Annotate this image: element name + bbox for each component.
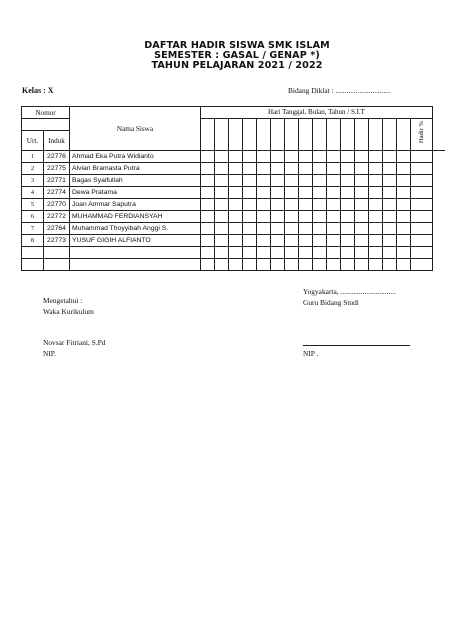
row-spacer (433, 223, 445, 235)
attendance-cell (257, 175, 271, 187)
attendance-cell (355, 211, 369, 223)
attendance-cell (243, 223, 257, 235)
attendance-cell (285, 151, 299, 163)
attendance-cell (341, 151, 355, 163)
cell-urt: 5 (22, 199, 44, 211)
attendance-cell (341, 211, 355, 223)
attendance-cell (243, 163, 257, 175)
cell-nama (70, 247, 201, 259)
attendance-cell (271, 259, 285, 271)
attendance-cell (229, 151, 243, 163)
attendance-cell (201, 187, 215, 199)
attendance-cell (327, 163, 341, 175)
attendance-cell (229, 223, 243, 235)
attendance-cell (327, 199, 341, 211)
signature-left-name: Novsar Fitriani, S.Pd (43, 338, 106, 347)
attendance-cell (257, 199, 271, 211)
attendance-cell (299, 175, 313, 187)
attendance-cell (411, 223, 433, 235)
attendance-cell (355, 235, 369, 247)
attendance-cell (369, 223, 383, 235)
date-cell (215, 119, 229, 151)
attendance-cell (397, 187, 411, 199)
attendance-cell (299, 211, 313, 223)
attendance-cell (229, 259, 243, 271)
attendance-cell (341, 223, 355, 235)
attendance-cell (215, 211, 229, 223)
attendance-cell (229, 199, 243, 211)
date-cell (229, 119, 243, 151)
row-spacer (433, 187, 445, 199)
attendance-cell (285, 163, 299, 175)
attendance-cell (243, 211, 257, 223)
attendance-cell (215, 187, 229, 199)
cell-urt: 4 (22, 187, 44, 199)
table-row (22, 235, 445, 247)
cell-urt (22, 247, 44, 259)
attendance-cell (313, 247, 327, 259)
attendance-cell (285, 223, 299, 235)
attendance-cell (229, 235, 243, 247)
signature-right-line (303, 345, 410, 346)
attendance-cell (369, 187, 383, 199)
attendance-cell (397, 259, 411, 271)
cell-urt: 3 (22, 175, 44, 187)
attendance-cell (369, 163, 383, 175)
row-spacer (433, 259, 445, 271)
attendance-cell (397, 247, 411, 259)
attendance-cell (411, 235, 433, 247)
attendance-cell (257, 163, 271, 175)
attendance-cell (313, 259, 327, 271)
attendance-cell (355, 199, 369, 211)
attendance-cell (271, 151, 285, 163)
attendance-cell (355, 247, 369, 259)
attendance-cell (313, 211, 327, 223)
attendance-cell (383, 187, 397, 199)
attendance-cell (327, 151, 341, 163)
attendance-cell (383, 235, 397, 247)
attendance-cell (369, 259, 383, 271)
attendance-cell (411, 151, 433, 163)
attendance-cell (243, 175, 257, 187)
signature-left-label-2: Waka Kurikulum (43, 307, 94, 316)
attendance-cell (411, 199, 433, 211)
signature-left-nip: NIP. (43, 349, 56, 358)
attendance-cell (299, 259, 313, 271)
attendance-cell (201, 163, 215, 175)
row-spacer (433, 175, 445, 187)
row-spacer (433, 211, 445, 223)
attendance-cell (271, 223, 285, 235)
cell-urt: 7 (22, 223, 44, 235)
signature-right-label: Guru Bidang Studi (303, 298, 359, 307)
date-cell (327, 119, 341, 151)
attendance-cell (299, 235, 313, 247)
attendance-cell (313, 163, 327, 175)
attendance-cell (383, 163, 397, 175)
cell-nama: Alvian Bramasta Putra (70, 163, 201, 175)
attendance-cell (271, 163, 285, 175)
cell-nama: Bagas Syaifullah (70, 175, 201, 187)
attendance-cell (299, 199, 313, 211)
attendance-cell (271, 187, 285, 199)
attendance-cell (313, 187, 327, 199)
attendance-cell (285, 259, 299, 271)
bidang-diklat-label: Bidang Diklat : .............................. (288, 86, 391, 95)
attendance-cell (411, 259, 433, 271)
cell-nama: Ahmad Eka Putra Widianto (70, 151, 201, 163)
attendance-cell (383, 211, 397, 223)
attendance-cell (215, 163, 229, 175)
cell-induk: 22773 (44, 235, 70, 247)
cell-induk: 22770 (44, 199, 70, 211)
table-row (22, 151, 445, 163)
attendance-cell (355, 223, 369, 235)
attendance-cell (201, 259, 215, 271)
attendance-cell (355, 151, 369, 163)
date-cell (383, 119, 397, 151)
attendance-cell (243, 151, 257, 163)
attendance-cell (299, 151, 313, 163)
cell-induk (44, 247, 70, 259)
attendance-cell (327, 175, 341, 187)
attendance-cell (327, 235, 341, 247)
cell-nama: YUSUF GIGIH ALFIANTO (70, 235, 201, 247)
cell-urt: 6 (22, 211, 44, 223)
attendance-cell (285, 247, 299, 259)
attendance-cell (313, 235, 327, 247)
attendance-cell (397, 163, 411, 175)
header-hari-tanggal: Hari Tanggal, Bulan, Tahun / S.I.T (201, 107, 433, 119)
attendance-cell (411, 211, 433, 223)
cell-induk: 22772 (44, 211, 70, 223)
attendance-cell (243, 259, 257, 271)
attendance-cell (383, 175, 397, 187)
header-hadir (411, 119, 433, 151)
attendance-cell (285, 175, 299, 187)
cell-induk: 22775 (44, 163, 70, 175)
date-cell (257, 119, 271, 151)
table-row (22, 199, 445, 211)
attendance-cell (201, 223, 215, 235)
attendance-cell (327, 187, 341, 199)
header-spacer (433, 107, 445, 151)
attendance-cell (201, 199, 215, 211)
signature-right-nip: NIP . (303, 349, 319, 358)
header-nama-siswa: Nama Siswa (70, 107, 201, 151)
attendance-cell (299, 187, 313, 199)
row-spacer (433, 199, 445, 211)
title-line-3: TAHUN PELAJARAN 2021 / 2022 (151, 60, 323, 71)
attendance-cell (341, 199, 355, 211)
attendance-cell (271, 247, 285, 259)
attendance-cell (397, 211, 411, 223)
cell-induk (44, 259, 70, 271)
attendance-cell (411, 163, 433, 175)
attendance-cell (369, 175, 383, 187)
attendance-cell (257, 247, 271, 259)
attendance-cell (411, 247, 433, 259)
attendance-cell (243, 187, 257, 199)
attendance-cell (299, 163, 313, 175)
date-cell (201, 119, 215, 151)
attendance-cell (201, 211, 215, 223)
attendance-cell (313, 151, 327, 163)
attendance-cell (369, 199, 383, 211)
date-cell (313, 119, 327, 151)
attendance-cell (327, 259, 341, 271)
attendance-cell (341, 163, 355, 175)
table-row (22, 175, 445, 187)
date-cell (271, 119, 285, 151)
date-cell (397, 119, 411, 151)
attendance-cell (397, 223, 411, 235)
attendance-cell (327, 223, 341, 235)
attendance-cell (243, 247, 257, 259)
attendance-cell (215, 247, 229, 259)
attendance-cell (383, 259, 397, 271)
attendance-cell (355, 163, 369, 175)
attendance-cell (271, 235, 285, 247)
attendance-cell (201, 235, 215, 247)
cell-induk: 22771 (44, 175, 70, 187)
attendance-cell (257, 151, 271, 163)
attendance-cell (327, 211, 341, 223)
attendance-cell (271, 199, 285, 211)
attendance-cell (285, 187, 299, 199)
title-line-2: SEMESTER : GASAL / GENAP *) (154, 50, 320, 61)
date-cell (355, 119, 369, 151)
attendance-cell (299, 223, 313, 235)
attendance-cell (341, 187, 355, 199)
table-row (22, 187, 445, 199)
attendance-cell (257, 211, 271, 223)
attendance-cell (243, 199, 257, 211)
attendance-cell (257, 223, 271, 235)
attendance-cell (201, 247, 215, 259)
attendance-cell (215, 199, 229, 211)
cell-induk: 22774 (44, 187, 70, 199)
cell-nama: Joan Ammar Saputra (70, 199, 201, 211)
attendance-cell (369, 247, 383, 259)
table-row (22, 247, 445, 259)
attendance-cell (285, 211, 299, 223)
attendance-cell (215, 235, 229, 247)
header-induk: Induk (44, 131, 70, 151)
cell-urt: 1 (22, 151, 44, 163)
header-urt: Urt. (22, 131, 44, 151)
attendance-cell (313, 199, 327, 211)
date-cell (341, 119, 355, 151)
attendance-cell (355, 175, 369, 187)
attendance-cell (201, 151, 215, 163)
title-line-1: DAFTAR HADIR SISWA SMK ISLAM (144, 40, 330, 51)
header-nomor: Nomor (22, 107, 70, 119)
cell-urt: 8 (22, 235, 44, 247)
attendance-cell (383, 247, 397, 259)
attendance-cell (257, 259, 271, 271)
attendance-cell (285, 199, 299, 211)
attendance-cell (383, 151, 397, 163)
attendance-cell (369, 235, 383, 247)
attendance-cell (215, 175, 229, 187)
row-spacer (433, 235, 445, 247)
header-nomor-gap (22, 119, 70, 131)
attendance-cell (299, 247, 313, 259)
date-cell (299, 119, 313, 151)
attendance-cell (327, 247, 341, 259)
attendance-cell (397, 175, 411, 187)
table-row (22, 163, 445, 175)
date-cell (369, 119, 383, 151)
attendance-cell (229, 175, 243, 187)
attendance-cell (369, 211, 383, 223)
date-cell (285, 119, 299, 151)
kelas-label: Kelas : X (22, 86, 54, 95)
attendance-cell (313, 175, 327, 187)
header-hadir-text: Hadir % (418, 120, 425, 144)
attendance-cell (243, 235, 257, 247)
attendance-cell (257, 235, 271, 247)
cell-nama (70, 259, 201, 271)
cell-nama: MUHAMMAD FERDIANSYAH (70, 211, 201, 223)
date-cell (243, 119, 257, 151)
attendance-cell (411, 175, 433, 187)
cell-induk: 22764 (44, 223, 70, 235)
cell-urt: 2 (22, 163, 44, 175)
attendance-cell (341, 175, 355, 187)
attendance-cell (411, 187, 433, 199)
attendance-cell (257, 187, 271, 199)
signature-place-date: Yogyakarta, .............................. (303, 287, 396, 296)
attendance-table (21, 106, 445, 271)
attendance-cell (383, 223, 397, 235)
attendance-cell (229, 211, 243, 223)
attendance-cell (341, 235, 355, 247)
attendance-cell (369, 151, 383, 163)
attendance-cell (229, 163, 243, 175)
table-row (22, 223, 445, 235)
attendance-cell (341, 259, 355, 271)
cell-nama: Dewa Pratama (70, 187, 201, 199)
signature-left-label-1: Mengetahui : (43, 296, 83, 305)
attendance-cell (229, 187, 243, 199)
row-spacer (433, 151, 445, 163)
attendance-cell (215, 151, 229, 163)
attendance-cell (397, 151, 411, 163)
table-row (22, 211, 445, 223)
attendance-cell (285, 235, 299, 247)
attendance-cell (215, 259, 229, 271)
attendance-cell (215, 223, 229, 235)
attendance-cell (355, 259, 369, 271)
cell-nama: Muhammad Thoyyibah Anggi S. (70, 223, 201, 235)
attendance-cell (341, 247, 355, 259)
attendance-cell (355, 187, 369, 199)
attendance-cell (397, 235, 411, 247)
table-row (22, 259, 445, 271)
cell-induk: 22776 (44, 151, 70, 163)
attendance-cell (383, 199, 397, 211)
cell-urt (22, 259, 44, 271)
attendance-cell (397, 199, 411, 211)
attendance-cell (271, 211, 285, 223)
attendance-cell (313, 223, 327, 235)
attendance-cell (201, 175, 215, 187)
attendance-cell (229, 247, 243, 259)
attendance-cell (271, 175, 285, 187)
row-spacer (433, 163, 445, 175)
row-spacer (433, 247, 445, 259)
